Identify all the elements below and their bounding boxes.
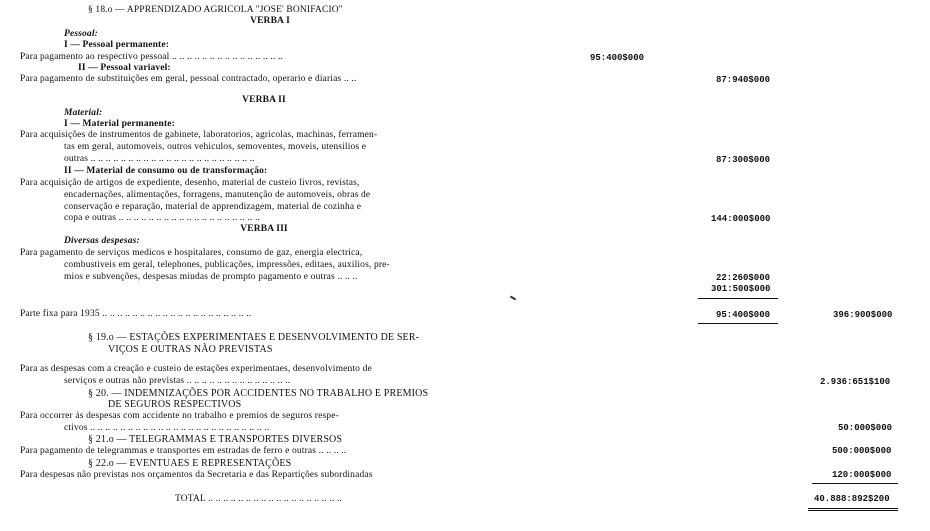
section-19-amount: 2.936:651$100 (820, 377, 891, 387)
verba-3-heading: VERBA III (240, 224, 288, 234)
parte-fixa-rule (698, 323, 778, 324)
aquisicoes-line-3: outras .. .. .. .. .. .. .. .. .. .. .. .. .. .. .. .. .. .. .. .. .. .. (64, 154, 255, 164)
consumo-line-2: encadernações, alimentações, forragens, manutenção de automoveis, obras de (64, 190, 371, 200)
section-19-heading-2: VIÇOS E OUTRAS NÃO PREVISTAS (108, 344, 273, 355)
pessoal-variavel-heading: II — Pessoal variavel: (78, 63, 171, 73)
parte-fixa-line: Parte fixa para 1935 .. .. .. .. .. .. .. .. .. .. .. .. .. .. .. .. .. .. .. .. (20, 309, 252, 319)
section-19-line-1: Para as despesas com a creação e custeio de estações experimentaes, desenvolvimento de (20, 364, 372, 374)
section-20-amount: 50:000$000 (838, 423, 893, 433)
aquisicoes-line-1: Para acquisições de instrumentos de gabinete, laboratorios, agricolas, machinas, ferramen- (20, 130, 378, 140)
pre-total-rule (812, 483, 898, 484)
section-22-amount: 120:000$000 (832, 470, 892, 480)
pagamento-pessoal-line: Para pagamento ao respectivo pessoal .. .. .. .. .. .. .. .. .. .. .. .. .. .. .. (20, 52, 284, 62)
material-consumo-heading: II — Material de consumo ou de transformação: (64, 166, 268, 176)
section-21-heading: § 21.o — TELEGRAMMAS E TRANSPORTES DIVERSOS (88, 434, 343, 445)
ink-mark (510, 296, 516, 301)
material-heading: Material: (64, 108, 103, 118)
section-20-heading-1: § 20. — INDEMNIZAÇÕES POR ACCIDENTES NO TRABALHO E PREMIOS (88, 388, 429, 399)
section-20-heading-2: DE SEGUROS RESPECTIVOS (108, 399, 242, 410)
aquisicoes-amount: 87:300$000 (716, 155, 771, 165)
consumo-line-4: copa e outras .. .. .. .. .. .. .. .. .. .. .. .. .. .. .. .. .. .. .. (64, 213, 260, 223)
diversas-line-2: combustiveis em geral, telephones, publicações, impressões, editaes, auxilios, pre- (64, 260, 390, 270)
parte-fixa-amount: 95:400$000 (716, 310, 771, 320)
diversas-line-1: Para pagamento de serviços medicos e hospitalares, consumo de gaz, energia electrica, (20, 248, 363, 258)
subtotal-amount: 301:500$000 (711, 284, 771, 294)
section-22-heading: § 22.o — EVENTUAES E REPRESENTAÇÕES (88, 458, 292, 469)
section-21-line: Para pagamento de telegrammas e transportes em estradas de ferro e outras .. .. .. .. (20, 446, 347, 456)
pessoal-permanente-heading: I — Pessoal permanente: (64, 40, 170, 50)
aquisicoes-line-2: tas em geral, automoveis, outros vehiculos, semoventes, moveis, utensilios e (64, 142, 367, 152)
section-19-line-2: serviços e outras não previstas .. .. .. .. .. .. .. .. .. .. .. .. .. .. (64, 376, 291, 386)
section-20-line-2: ctivos .. .. .. .. .. .. .. .. .. .. .. .. .. .. .. .. .. .. .. .. .. .. .. .. (64, 423, 270, 433)
diversas-line-3: mios e subvenções, despesas miudas de prompto pagamento e outras .. .. .. (64, 272, 358, 282)
consumo-amount: 144:000$000 (711, 214, 771, 224)
substituicoes-amount: 87:940$000 (716, 75, 771, 85)
grand-total-amount: 40.888:892$200 (814, 494, 890, 504)
material-permanente-heading: I — Material permanente: (64, 119, 175, 129)
subtotal-rule (698, 298, 778, 299)
grand-total-rule (808, 508, 898, 514)
diversas-heading: Diversas despesas: (64, 236, 140, 246)
pessoal-heading: Pessoal: (64, 29, 98, 39)
verba-1-heading: VERBA I (250, 16, 290, 26)
diversas-amount: 22:260$000 (716, 273, 771, 283)
pagamento-pessoal-amount: 95:400$000 (590, 53, 645, 63)
section-18-total-amount: 396:900$000 (833, 310, 893, 320)
substituicoes-line: Para pagamento de substituições em geral, pessoal contractado, operario e diarias .. .. (20, 74, 357, 84)
section-22-line: Para despesas não previstas nos orçamentos da Secretaria e das Repartições subordinadas (20, 470, 373, 480)
consumo-line-3: conservação e reparação, material de apprendizagem, material de cozinha e (64, 202, 362, 212)
verba-2-heading: VERBA II (242, 95, 286, 105)
consumo-line-1: Para acquisição de artigos de expediente, desenho, material de custeio livros, revistas, (20, 178, 360, 188)
section-20-line-1: Para occorrer ás despesas com accidente no trabalho e premios de seguros respe- (20, 411, 339, 421)
total-line: TOTAL .. .. .. .. .. .. .. .. .. .. .. .. .. .. .. .. .. .. (175, 494, 342, 504)
section-18-heading: § 18.o — APPRENDIZADO AGRICOLA "JOSE' BONIFACIO" (88, 5, 343, 15)
section-21-amount: 500:000$000 (832, 446, 892, 456)
section-19-heading-1: § 19.o — ESTAÇÕES EXPERIMENTAES E DESENVOLVIMENTO DE SER- (88, 332, 420, 343)
